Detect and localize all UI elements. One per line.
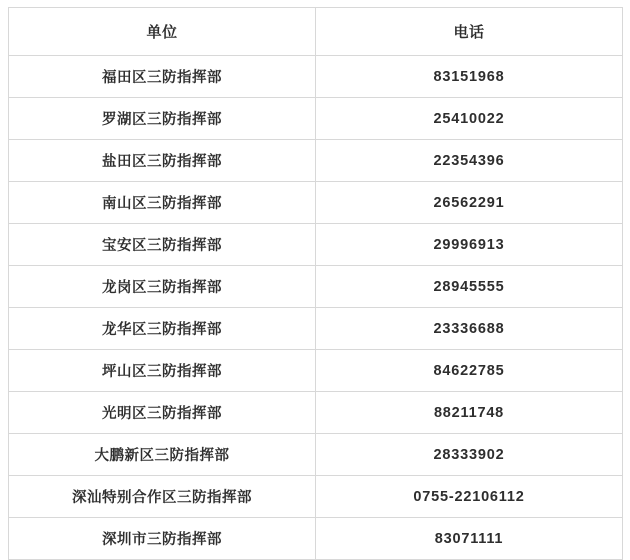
- unit-cell: 龙华区三防指挥部: [9, 308, 316, 350]
- unit-cell: 大鹏新区三防指挥部: [9, 434, 316, 476]
- table-row: [9, 476, 623, 518]
- unit-cell: 龙岗区三防指挥部: [9, 266, 316, 308]
- phone-cell: 22354396: [316, 140, 623, 182]
- table-row: [9, 182, 623, 224]
- table-row: [9, 308, 623, 350]
- phone-cell: 84622785: [316, 350, 623, 392]
- phone-cell: 88211748: [316, 392, 623, 434]
- table-row: [9, 266, 623, 308]
- unit-cell: 深汕特别合作区三防指挥部: [9, 476, 316, 518]
- table-row: [9, 392, 623, 434]
- table-body: [9, 56, 623, 560]
- phone-cell: 26562291: [316, 182, 623, 224]
- column-header-phone: 电话: [316, 8, 623, 56]
- unit-cell: 深圳市三防指挥部: [9, 518, 316, 560]
- unit-cell: 盐田区三防指挥部: [9, 140, 316, 182]
- table-row: [9, 518, 623, 560]
- table-row: [9, 140, 623, 182]
- phone-cell: 25410022: [316, 98, 623, 140]
- phone-cell: 29996913: [316, 224, 623, 266]
- table-row: [9, 56, 623, 98]
- unit-cell: 罗湖区三防指挥部: [9, 98, 316, 140]
- unit-cell: 南山区三防指挥部: [9, 182, 316, 224]
- unit-cell: 光明区三防指挥部: [9, 392, 316, 434]
- table-header-row: [9, 8, 623, 56]
- contact-table: [8, 7, 623, 560]
- unit-cell: 坪山区三防指挥部: [9, 350, 316, 392]
- phone-cell: 83151968: [316, 56, 623, 98]
- phone-cell: 28333902: [316, 434, 623, 476]
- column-header-unit: 单位: [9, 8, 316, 56]
- phone-cell: 23336688: [316, 308, 623, 350]
- unit-cell: 福田区三防指挥部: [9, 56, 316, 98]
- phone-cell: 0755-22106112: [316, 476, 623, 518]
- table-row: [9, 350, 623, 392]
- unit-cell: 宝安区三防指挥部: [9, 224, 316, 266]
- table-header: [9, 8, 623, 56]
- table-row: [9, 434, 623, 476]
- phone-cell: 28945555: [316, 266, 623, 308]
- table-row: [9, 224, 623, 266]
- phone-cell: 83071111: [316, 518, 623, 560]
- table-row: [9, 98, 623, 140]
